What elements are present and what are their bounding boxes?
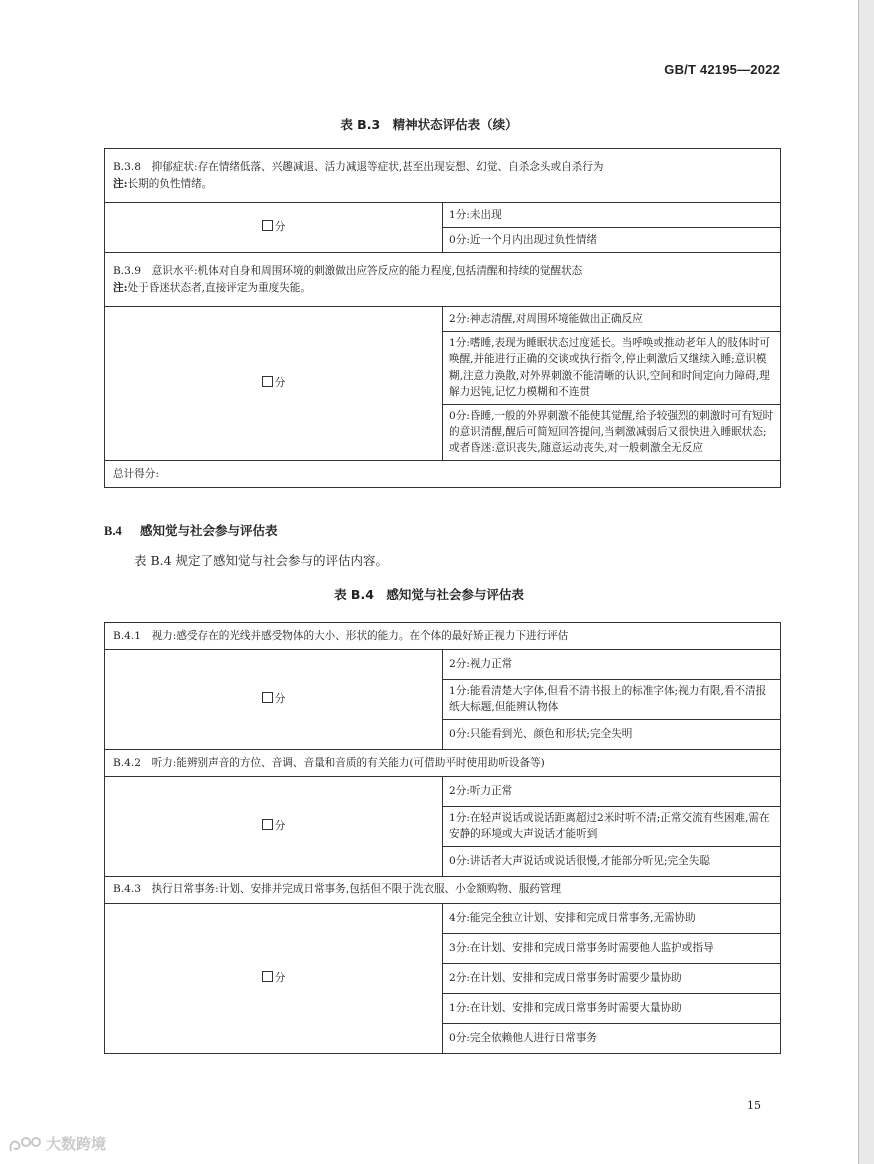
- option-cell: 1分:未出现: [443, 203, 781, 228]
- option-cell: 2分:神志清醒,对周围环境能做出正确反应: [443, 307, 781, 332]
- item-b3-9-header: [105, 253, 781, 307]
- section-heading-b4: [104, 521, 278, 539]
- table-row: [105, 650, 781, 680]
- page-number: 15: [747, 1099, 761, 1112]
- table-row: [105, 149, 781, 203]
- item-b3-8-text: B.3.8 抑郁症状:存在情绪低落、兴趣减退、活力减退等症状,甚至出现妄想、幻觉、自杀念头或自杀行为: [113, 161, 604, 174]
- score-input-box[interactable]: [262, 819, 273, 830]
- option-cell: 0分:只能看到光、颜色和形状;完全失明: [443, 719, 781, 749]
- score-unit: 分: [274, 971, 286, 984]
- item-b4-2-header: B.4.2 听力:能辨别声音的方位、音调、音量和音质的有关能力(可借助平时使用助听设备等): [105, 749, 781, 776]
- watermark-text: 大数跨境: [46, 1135, 107, 1153]
- option-cell: 0分:完全依赖他人进行日常事务: [443, 1023, 781, 1053]
- table-b3: [104, 148, 781, 488]
- item-b3-8-note: [113, 176, 772, 192]
- table-row: [105, 776, 781, 806]
- option-cell: 1分:在轻声说话或说话距离超过2米时听不清;正常交流有些困难,需在安静的环境或大声说话才能听到: [443, 806, 781, 846]
- brand-logo-icon: [8, 1134, 42, 1154]
- option-cell: 1分:嗜睡,表现为睡眠状态过度延长。当呼唤或推动老年人的肢体时可唤醒,并能进行正确的交谈或执行指令,停止刺激后又继续入睡;意识模糊,注意力涣散,对外界刺激不能清晰的认识,空间和时间定向力障碍,理解力迟钝,记忆力模糊和不连贯: [443, 332, 781, 405]
- score-cell: [105, 903, 443, 1053]
- option-cell: 2分:在计划、安排和完成日常事务时需要少量协助: [443, 963, 781, 993]
- score-input-box[interactable]: [262, 376, 273, 387]
- item-b3-8-header: [105, 149, 781, 203]
- table-row: [105, 623, 781, 650]
- option-cell: 3分:在计划、安排和完成日常事务时需要他人监护或指导: [443, 933, 781, 963]
- table-row: [105, 253, 781, 307]
- score-unit: 分: [274, 221, 286, 234]
- note-label: 注:: [113, 281, 128, 294]
- table-b3-title: 表 B.3 精神状态评估表（续）: [340, 117, 518, 132]
- table-row: [105, 460, 781, 487]
- score-input-box[interactable]: [262, 692, 273, 703]
- option-cell: 1分:在计划、安排和完成日常事务时需要大量协助: [443, 993, 781, 1023]
- table-row: [105, 749, 781, 776]
- score-cell: [105, 203, 443, 253]
- item-b4-1-header: B.4.1 视力:感受存在的光线并感受物体的大小、形状的能力。在个体的最好矫正视力下进行评估: [105, 623, 781, 650]
- section-title: 感知觉与社会参与评估表: [140, 523, 278, 538]
- table-row: [105, 307, 781, 332]
- option-cell: 0分:昏睡,一般的外界刺激不能使其觉醒,给予较强烈的刺激时可有短时的意识清醒,醒后可简短回答提问,当刺激减弱后又很快进入睡眠状态;或者昏迷:意识丧失,随意运动丧失,对一般刺激全无反应: [443, 404, 781, 460]
- item-b3-9-text: B.3.9 意识水平:机体对自身和周围环境的刺激做出应答反应的能力程度,包括清醒和持续的觉醒状态: [113, 265, 583, 278]
- score-cell: [105, 307, 443, 461]
- option-cell: 1分:能看清楚大字体,但看不清书报上的标准字体;视力有限,看不清报纸大标题,但能辨认物体: [443, 680, 781, 720]
- table-row: [105, 203, 781, 228]
- total-score-cell: 总计得分:: [105, 460, 781, 487]
- standard-code: GB/T 42195—2022: [664, 62, 780, 77]
- note-text: 长期的负性情绪。: [127, 177, 213, 190]
- score-input-box[interactable]: [262, 220, 273, 231]
- table-b4: [104, 622, 781, 1054]
- section-intro: 表 B.4 规定了感知觉与社会参与的评估内容。: [134, 553, 389, 568]
- note-label: 注:: [113, 177, 128, 190]
- score-cell: [105, 650, 443, 750]
- score-unit: 分: [274, 377, 286, 390]
- option-cell: 4分:能完全独立计划、安排和完成日常事务,无需协助: [443, 903, 781, 933]
- score-input-box[interactable]: [262, 971, 273, 982]
- score-unit: 分: [274, 820, 286, 833]
- option-cell: 0分:讲话者大声说话或说话很慢,才能部分听见;完全失聪: [443, 846, 781, 876]
- table-row: [105, 876, 781, 903]
- section-number: B.4: [104, 524, 122, 538]
- option-cell: 2分:听力正常: [443, 776, 781, 806]
- score-cell: [105, 776, 443, 876]
- option-cell: 2分:视力正常: [443, 650, 781, 680]
- item-b4-3-header: B.4.3 执行日常事务:计划、安排并完成日常事务,包括但不限于洗衣服、小金额购物、服药管理: [105, 876, 781, 903]
- table-b4-title: 表 B.4 感知觉与社会参与评估表: [334, 587, 524, 602]
- option-cell: 0分:近一个月内出现过负性情绪: [443, 228, 781, 253]
- score-unit: 分: [274, 693, 286, 706]
- watermark: [8, 1133, 106, 1154]
- table-row: [105, 903, 781, 933]
- note-text: 处于昏迷状态者,直接评定为重度失能。: [127, 281, 311, 294]
- item-b3-9-note: [113, 280, 772, 296]
